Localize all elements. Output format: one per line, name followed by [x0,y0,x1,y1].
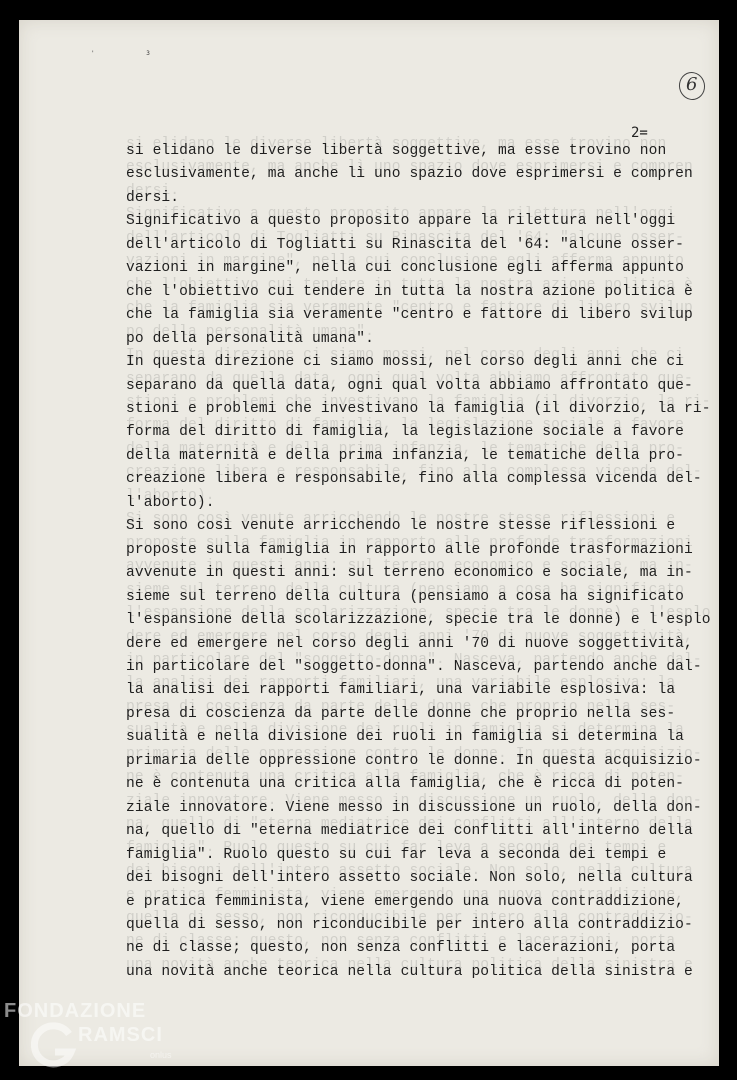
text-line: che la famiglia sia veramente "centro e fattore di libero svilup [126,307,693,324]
text-line: Significativo a questo proposito appare la rilettura nell'oggi [126,213,676,230]
watermark-line2: RAMSCI [78,1024,163,1046]
text-line: primaria delle oppressione contro le donne. In questa acquisizio- [126,752,702,769]
text-line: ne è contenuta una critica alla famiglia, che è ricca di poten- [126,776,685,793]
watermark-onlus: onlus [150,1050,172,1060]
text-line: una novità anche teorica nella cultura politica della sinistra e [126,963,693,980]
text-line: sieme sul terreno della cultura (pensiamo a cosa ha significato [126,588,685,605]
text-line: separano da quella data, ogni qual volta abbiamo affrontato que- [126,377,693,394]
corner-marks: ' 3 [91,50,174,57]
text-line: l'espansione della scolarizzazione, specie tra le donne) e l'esplo [126,612,711,629]
fondazione-gramsci-watermark [4,1000,194,1080]
text-line: presa di coscienza da parte delle donne che proprio nella ses- [126,705,676,722]
text-line: dell'articolo di Togliatti su Rinascita del '64: "alcune osser- [126,236,685,253]
text-line: dere ed emergere nel corso degli anni '70 di nuove soggettività, [126,635,693,652]
text-line: della maternità e della prima infanzia, le tematiche della pro- [126,447,685,464]
text-line: forma del diritto di famiglia, la legislazione sociale a favore [126,424,685,441]
text-line: vazioni in margine", nella cui conclusione egli afferma appunto [126,260,685,277]
text-line: quella di sesso, non riconducibile per intero alla contraddizio- [126,916,693,933]
page-number: 2= [631,125,648,141]
text-line: na, quello di "eterna mediatrice dei conflitti all'interno della [126,823,693,840]
text-line: ziale innovatore. Viene messo in discussione un ruolo, della don- [126,799,702,816]
text-line: po della personalità umana". [126,330,375,347]
text-line: dei bisogni dell'intero assetto sociale. Non solo, nella cultura [126,870,693,887]
text-line: dersi. [126,189,180,206]
page-annotation-number: 6 [685,74,698,96]
text-line: esclusivamente, ma anche lì uno spazio dove esprimersi e compren [126,166,693,183]
text-line: proposte sulla famiglia in rapporto alle profonde trasformazioni [126,541,693,558]
circled-page-annotation [676,70,707,103]
text-line: stioni e problemi che investivano la famiglia (il divorzio, la ri- [126,400,711,417]
text-line: sualità e nella divisione dei ruoli in famiglia si determina la [126,729,685,746]
text-line: ne di classe; questo, non senza conflitti e lacerazioni, porta [126,940,676,957]
text-line: e pratica femminista, viene emergendo una nuova contraddizione, [126,893,685,910]
text-line: Si sono così venute arricchendo le nostre stesse riflessioni e [126,518,676,535]
text-line: avvenute in questi anni: sul terreno economico e sociale, ma in- [126,565,693,582]
watermark-line1: FONDAZIONE [4,1000,147,1022]
text-line: creazione libera e responsabile, fino alla complessa vicenda del- [126,471,702,488]
text-line: si elidano le diverse libertà soggettive, ma esse trovino non [126,143,667,159]
text-line: famiglia". Ruolo questo su cui far leva a seconda dei tempi e [126,846,667,863]
body-text [126,140,711,984]
text-line: la analisi dei rapporti familiari, una variabile esplosiva: la [126,682,676,699]
text-line: che l'obiettivo cui tendere in tutta la nostra azione politica è [126,283,693,300]
text-line: In questa direzione ci siamo mossi, nel corso degli anni che ci [126,354,685,371]
watermark-g-logo-icon [31,1022,77,1068]
text-line: l'aborto). [126,494,215,511]
text-line: in particolare del "soggetto-donna". Nasceva, partendo anche dal- [126,658,702,675]
